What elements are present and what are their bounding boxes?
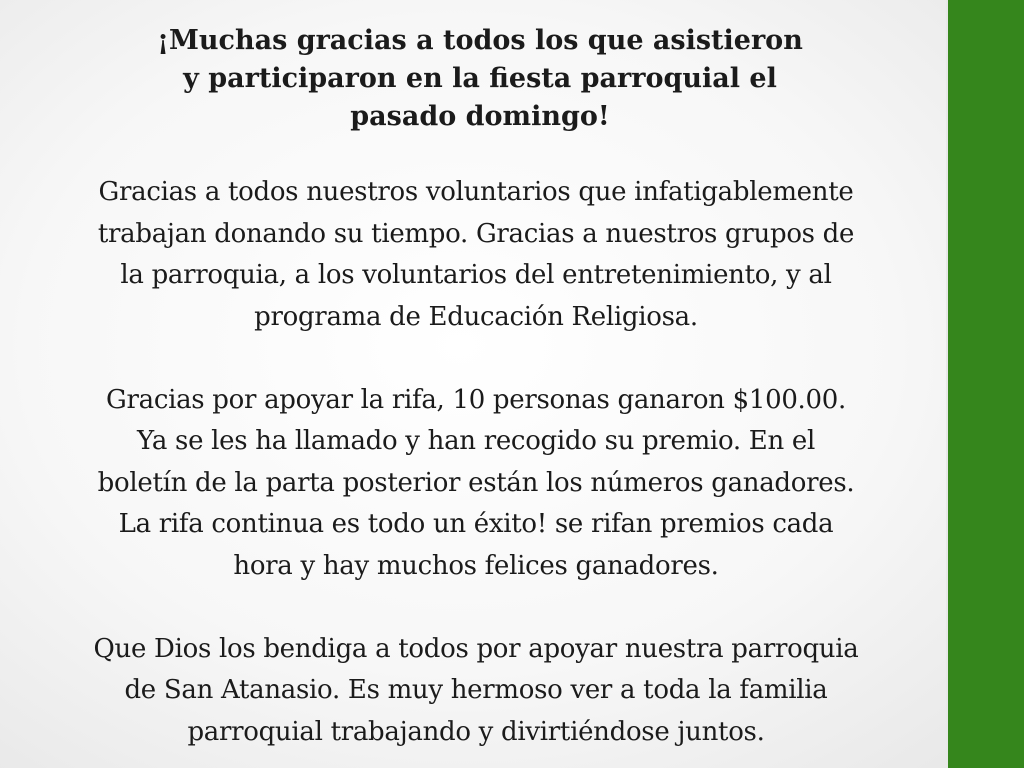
title-line: pasado domingo! (350, 101, 610, 132)
text-line: parroquial trabajando y divirtiéndose juntos. (187, 716, 765, 747)
title-line: ¡Muchas gracias a todos los que asistieron (157, 25, 803, 56)
accent-bar (948, 0, 1024, 768)
paragraph-raffle (20, 380, 932, 588)
paragraph-blessing (20, 629, 932, 754)
text-line: la parroquia, a los voluntarios del entretenimiento, y al (120, 260, 832, 290)
slide-title (50, 22, 910, 136)
title-line: y participaron en la fiesta parroquial el (183, 63, 777, 94)
paragraph-spacer (20, 587, 932, 629)
text-line: Ya se les ha llamado y han recogido su premio. En el (137, 426, 815, 456)
text-line: La rifa continua es todo un éxito! se rifan premios cada (118, 509, 834, 539)
text-line: Gracias por apoyar la rifa, 10 personas ganaron $100.00. (106, 384, 846, 415)
text-line: boletín de la parta posterior están los números ganadores. (97, 467, 855, 498)
paragraph-spacer (20, 338, 932, 380)
text-line: trabajan donando su tiempo. Gracias a nuestros grupos de (97, 218, 855, 249)
text-line: hora y hay muchos felices ganadores. (233, 550, 719, 581)
text-line: programa de Educación Religiosa. (254, 301, 698, 332)
text-line: Gracias a todos nuestros voluntarios que infatigablemente (98, 177, 854, 207)
paragraph-volunteers (20, 172, 932, 338)
text-line: Que Dios los bendiga a todos por apoyar nuestra parroquia (93, 633, 859, 664)
slide-body (20, 172, 932, 753)
text-line: de San Atanasio. Es muy hermoso ver a toda la familia (124, 675, 828, 705)
